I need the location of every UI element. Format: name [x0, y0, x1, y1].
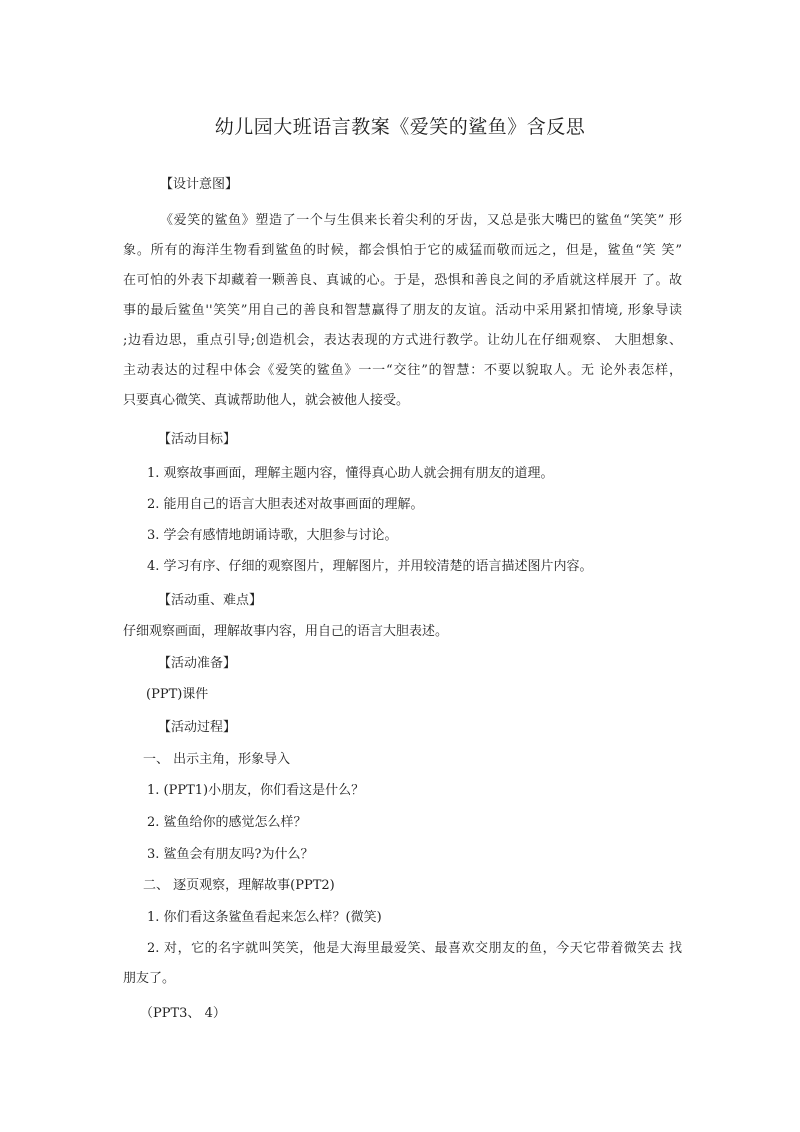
design-intent-line-1: 《爱笑的鲨鱼》塑造了一个与生俱来长着尖利的牙齿，又总是张大嘴巴的鲨鱼“笑笑” 形 — [160, 213, 682, 228]
preparation-text: (PPT)课件 — [146, 687, 209, 702]
process-section-2-item-2-line-2: 朋友了。 — [123, 971, 176, 986]
design-intent-line-5: ;边看边思，重点引导;创造机会，表达表现的方式进行教学。让幼儿在仔细观察、 大胆想象、 — [123, 333, 682, 348]
design-intent-line-6: 主动表达的过程中体会《爱笑的鲨鱼》一一“交往”的智慧：不要以貌取人。无 论外表怎样， — [123, 363, 682, 378]
document-title: 幼儿园大班语言教案《爱笑的鲨鱼》含反思 — [214, 116, 586, 138]
process-section-1-item-1: 1. (PPT1)小朋友，你们看这是什么？ — [147, 783, 365, 798]
goal-item-2: 2. 能用自己的语言大胆表述对故事画面的理解。 — [147, 497, 424, 512]
key-points-heading: 【活动重、难点】 — [158, 593, 263, 608]
key-points-text: 仔细观察画面，理解故事内容，用自己的语言大胆表述。 — [123, 624, 449, 639]
design-intent-heading: 【设计意图】 — [160, 177, 239, 192]
goal-item-1: 1. 观察故事画面，理解主题内容，懂得真心助人就会拥有朋友的道理。 — [147, 466, 554, 481]
design-intent-line-3: 在可怕的外表下却藏着一颗善良、真诚的心。于是，恐惧和善良之间的矛盾就这样展开 了。故 — [123, 273, 682, 288]
preparation-heading: 【活动准备】 — [158, 656, 237, 671]
process-section-1-item-2: 2. 鲨鱼给你的感觉怎么样？ — [147, 815, 307, 830]
goal-item-4: 4. 学习有序、仔细的观察图片，理解图片，并用较清楚的语言描述图片内容。 — [147, 559, 593, 574]
design-intent-line-7: 只要真心微笑、真诚帮助他人，就会被他人接受。 — [123, 393, 410, 408]
process-section-2-item-2-line-1: 2. 对，它的名字就叫笑笑，他是大海里最爱笑、最喜欢交朋友的鱼，今天它带着微笑去 找 — [147, 941, 682, 956]
process-heading: 【活动过程】 — [158, 720, 237, 735]
process-section-2: 二、 逐页观察，理解故事(PPT2) — [143, 878, 335, 893]
process-section-2-item-1: 1. 你们看这条鲨鱼看起来怎么样？(微笑) — [147, 910, 382, 925]
design-intent-line-2: 象。所有的海洋生物看到鲨鱼的时候，都会惧怕于它的威猛而敬而远之，但是，鲨鱼“笑 笑” — [123, 243, 682, 258]
design-intent-line-4: 事的最后鲨鱼''笑笑”用自己的善良和智慧赢得了朋友的友谊。活动中采用紧扣情境, 形象导读 — [123, 303, 682, 318]
goals-heading: 【活动目标】 — [158, 432, 237, 447]
goal-item-3: 3. 学会有感情地朗诵诗歌，大胆参与讨论。 — [147, 528, 398, 543]
process-section-1: 一、 出示主角，形象导入 — [143, 752, 291, 767]
process-section-1-item-3: 3. 鲨鱼会有朋友吗?为什么？ — [147, 847, 314, 862]
ppt-reference: （PPT3、 4） — [140, 1006, 226, 1021]
